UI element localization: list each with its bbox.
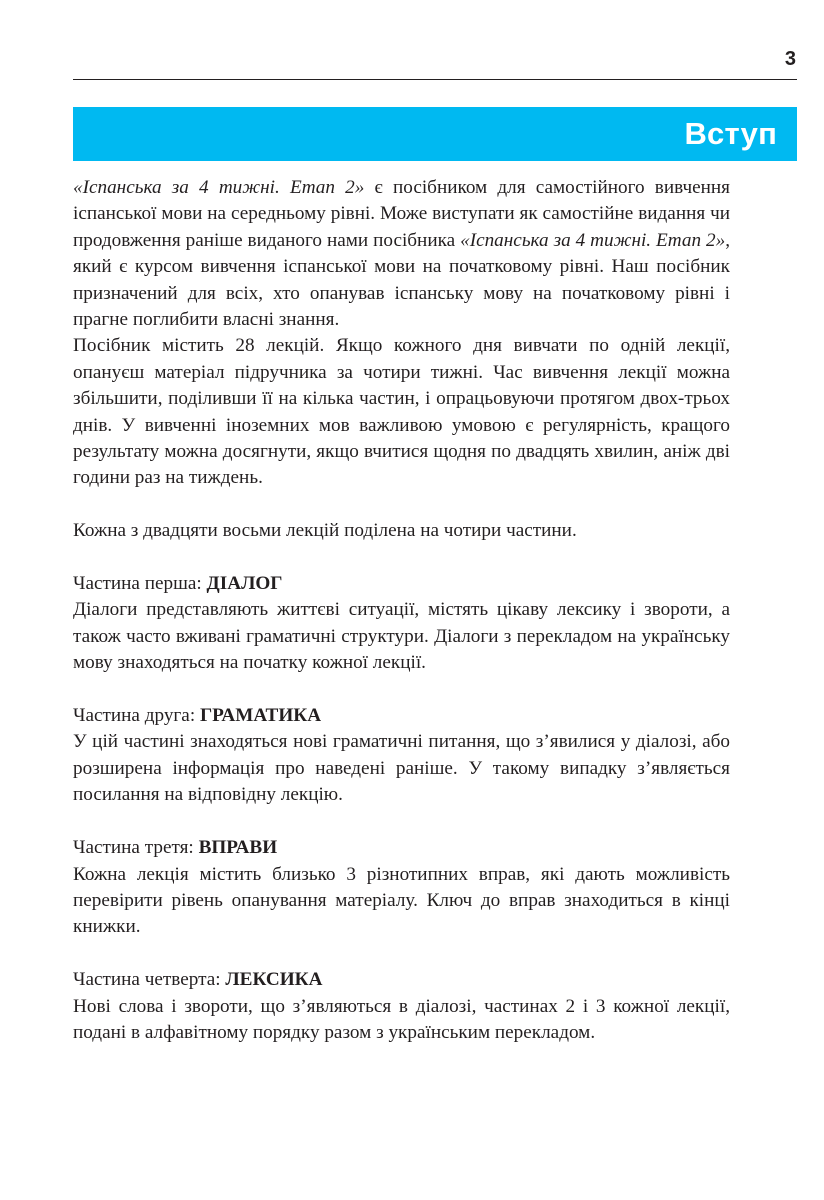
section-title: ЛЕКСИКА	[225, 969, 323, 991]
section-body: Кожна лекція містить близько 3 різнотипних вправ, які дають можливість перевірити рівень опанування матеріалу. Ключ до вправ знаходиться в кінці книжки.	[73, 863, 730, 938]
section-exercises	[73, 835, 730, 941]
section-title: ГРАМАТИКА	[199, 705, 322, 727]
section-heading: Частина друга: ГРАМАТИКА	[73, 705, 322, 727]
section-body: Нові слова і звороти, що з’являються в діалозі, частинах 2 і 3 кожної лекції, подані в алфавітному порядку разом з українським перекладом.	[73, 995, 730, 1043]
book-title: «Іспанська за 4 тижні. Етап 2»	[73, 177, 365, 198]
lessons-paragraph: Посібник містить 28 лекцій. Якщо кожного дня вивчати по одній лекції, опануєш матеріал підручника за чотири тижні. Час вивчення лекції можна збільшити, поділивши її на кілька частин, і опрацьовуючи протягом двох-трьох днів. У вивченні іноземних мов важливою умовою є регулярність, кращого результату можна досягнути, якщо вчитися щодня по двадцять хвилин, аніж дві години раз на тиждень.	[73, 335, 730, 489]
section-heading: Частина четверта: ЛЕКСИКА	[73, 969, 323, 991]
section-body: Діалоги представляють життєві ситуації, містять цікаву лексику і звороти, а також часто вживані граматичні структури. Діалоги з перекладом на українську мову знаходяться на початку кожної лекції.	[73, 599, 730, 674]
structure-paragraph: Кожна з двадцяти восьми лекцій поділена на чотири частини.	[73, 520, 577, 542]
section-title: ДІАЛОГ	[206, 573, 283, 595]
body-text	[73, 175, 730, 1046]
chapter-banner	[73, 107, 797, 161]
page-number: 3	[784, 48, 796, 70]
chapter-title: Вступ	[684, 116, 777, 151]
section-heading: Частина третя: ВПРАВИ	[73, 837, 278, 859]
section-body: У цій частині знаходяться нові граматичні питання, що з’явилися у діалозі, або розширена інформація про наведені раніше. У такому випадку з’являється посилання на відповідну лекцію.	[73, 731, 730, 806]
section-vocabulary	[73, 967, 730, 1046]
section-dialog	[73, 571, 730, 677]
section-heading: Частина перша: ДІАЛОГ	[73, 573, 283, 595]
book-title: «Іспанська за 4 тижні. Етап 2»	[460, 229, 726, 251]
section-title: ВПРАВИ	[198, 837, 278, 859]
header-rule	[73, 79, 797, 80]
intro-paragraph: «Іспанська за 4 тижні. Етап 2» є посібником для самостійного вивчення іспанської мови на середньому рівні. Може виступати як самостійне видання чи продовження раніше виданого нами посібника «Іспанська за 4 тижні. Етап 2», який є курсом вивчення іспанської мови на початковому рівні. Наш посібник призначений для всіх, хто опанував іспанську мову на початковому рівні і прагне поглибити власні знання.	[73, 177, 730, 331]
section-grammar	[73, 703, 730, 809]
